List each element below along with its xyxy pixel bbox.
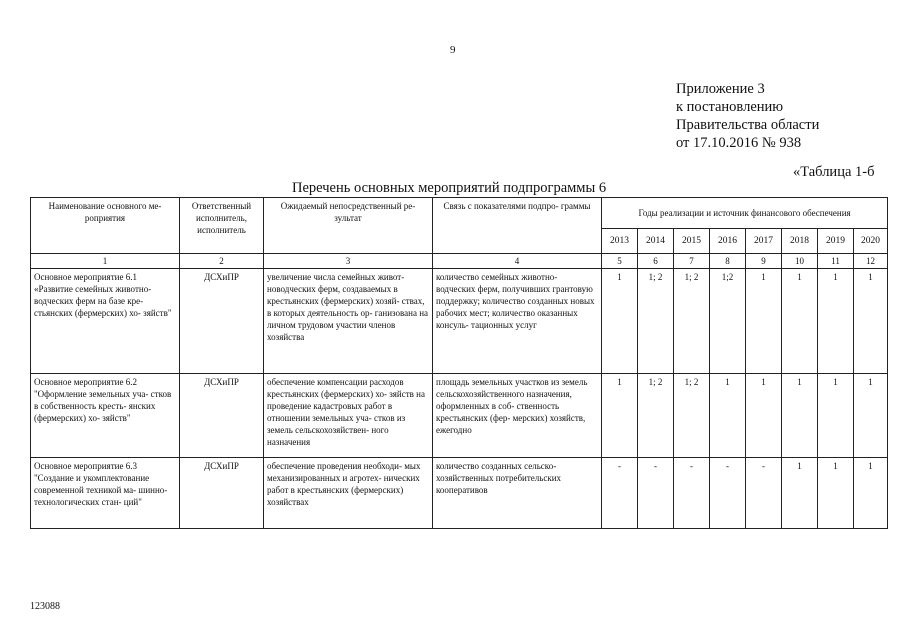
column-number: 3 [264, 254, 433, 269]
year-value: 1; 2 [638, 269, 674, 374]
year-value: 1 [746, 269, 782, 374]
appendix-line: к постановлению [676, 99, 784, 115]
year-header: 2019 [818, 229, 854, 254]
year-value: 1 [818, 458, 854, 529]
header-executor: Ответственный исполнитель, исполнитель [180, 198, 264, 254]
column-number: 1 [31, 254, 180, 269]
year-value: - [674, 458, 710, 529]
year-value: 1; 2 [674, 269, 710, 374]
year-value: 1; 2 [674, 374, 710, 458]
table-row [31, 374, 888, 458]
year-header: 2018 [782, 229, 818, 254]
year-value: 1 [782, 269, 818, 374]
measure-result: обеспечение проведения необходи- мых механизированных и агротех- нических работ в крестьянских (фермерских) хозяйствах [264, 458, 433, 529]
year-value: 1 [854, 374, 888, 458]
table-reference: «Таблица 1-б [793, 164, 875, 180]
year-header: 2017 [746, 229, 782, 254]
year-value: 1 [746, 374, 782, 458]
measure-name: Основное мероприятие 6.2 "Оформление земельных уча- стков в собственность кресть- янских (фермерских) хо- зяйств" [31, 374, 180, 458]
appendix-line: Правительства области [676, 117, 820, 133]
year-value: 1 [818, 269, 854, 374]
year-value: 1 [818, 374, 854, 458]
column-number: 2 [180, 254, 264, 269]
column-number: 9 [746, 254, 782, 269]
year-value: - [602, 458, 638, 529]
header-row [31, 198, 888, 229]
year-value: - [638, 458, 674, 529]
year-header: 2014 [638, 229, 674, 254]
document-title: Перечень основных мероприятий подпрограммы 6 [292, 180, 607, 196]
measure-link: количество созданных сельско- хозяйственных потребительских кооперативов [433, 458, 602, 529]
measure-name: Основное мероприятие 6.1 «Развитие семейных животно- водческих ферм на базе кре- стьянских (фермерских) хо- зяйств" [31, 269, 180, 374]
year-value: - [710, 458, 746, 529]
year-value: 1 [854, 458, 888, 529]
year-header: 2015 [674, 229, 710, 254]
year-value: 1;2 [710, 269, 746, 374]
column-number: 12 [854, 254, 888, 269]
measure-link: площадь земельных участков из земель сельскохозяйственного назначения, оформленных в соб- ственность крестьянских (фер- мерских) хозяйств, ежегодно [433, 374, 602, 458]
header-years-group: Годы реализации и источник финансового обеспечения [602, 198, 888, 229]
year-value: 1 [854, 269, 888, 374]
header-result: Ожидаемый непосредственный ре- зультат [264, 198, 433, 254]
appendix-line: Приложение 3 [676, 81, 765, 97]
year-value: 1 [782, 458, 818, 529]
year-value: 1 [602, 374, 638, 458]
column-number: 10 [782, 254, 818, 269]
year-header: 2020 [854, 229, 888, 254]
year-header: 2013 [602, 229, 638, 254]
page-number: 9 [450, 44, 456, 56]
table-row [31, 269, 888, 374]
column-number: 6 [638, 254, 674, 269]
measure-executor: ДСХиПР [180, 269, 264, 374]
column-number: 8 [710, 254, 746, 269]
column-number: 7 [674, 254, 710, 269]
measure-link: количество семейных животно- водческих ферм, получивших грантовую поддержку; количество созданных новых рабочих мест; количество оказанных консуль- тационных услуг [433, 269, 602, 374]
appendix-line: от 17.10.2016 № 938 [676, 135, 802, 151]
year-header: 2016 [710, 229, 746, 254]
measures-table [30, 197, 888, 529]
measure-name: Основное мероприятие 6.3 "Создание и укомплектование современной техникой ма- шинно-технологических стан- ций" [31, 458, 180, 529]
measure-result: увеличение числа семейных живот- новодческих ферм, создаваемых в крестьянских (фермерских) хозяй- ствах, в которых деятельность ор- ганизована на личном трудовом участии членов хозяйства [264, 269, 433, 374]
year-value: 1 [782, 374, 818, 458]
column-number-row [31, 254, 888, 269]
year-value: - [746, 458, 782, 529]
measure-result: обеспечение компенсации расходов крестьянских (фермерских) хо- зяйств на проведение кадастровых работ в отношении земельных уча- стков из земель сельскохозяйствен- ного назначения [264, 374, 433, 458]
year-value: 1 [602, 269, 638, 374]
year-value: 1; 2 [638, 374, 674, 458]
table-row [31, 458, 888, 529]
column-number: 5 [602, 254, 638, 269]
document-code: 123088 [30, 601, 60, 612]
appendix-block [676, 80, 819, 152]
column-number: 11 [818, 254, 854, 269]
column-number: 4 [433, 254, 602, 269]
header-link: Связь с показателями подпро- граммы [433, 198, 602, 254]
measure-executor: ДСХиПР [180, 374, 264, 458]
header-name: Наименование основного ме- роприятия [31, 198, 180, 254]
year-value: 1 [710, 374, 746, 458]
measure-executor: ДСХиПР [180, 458, 264, 529]
